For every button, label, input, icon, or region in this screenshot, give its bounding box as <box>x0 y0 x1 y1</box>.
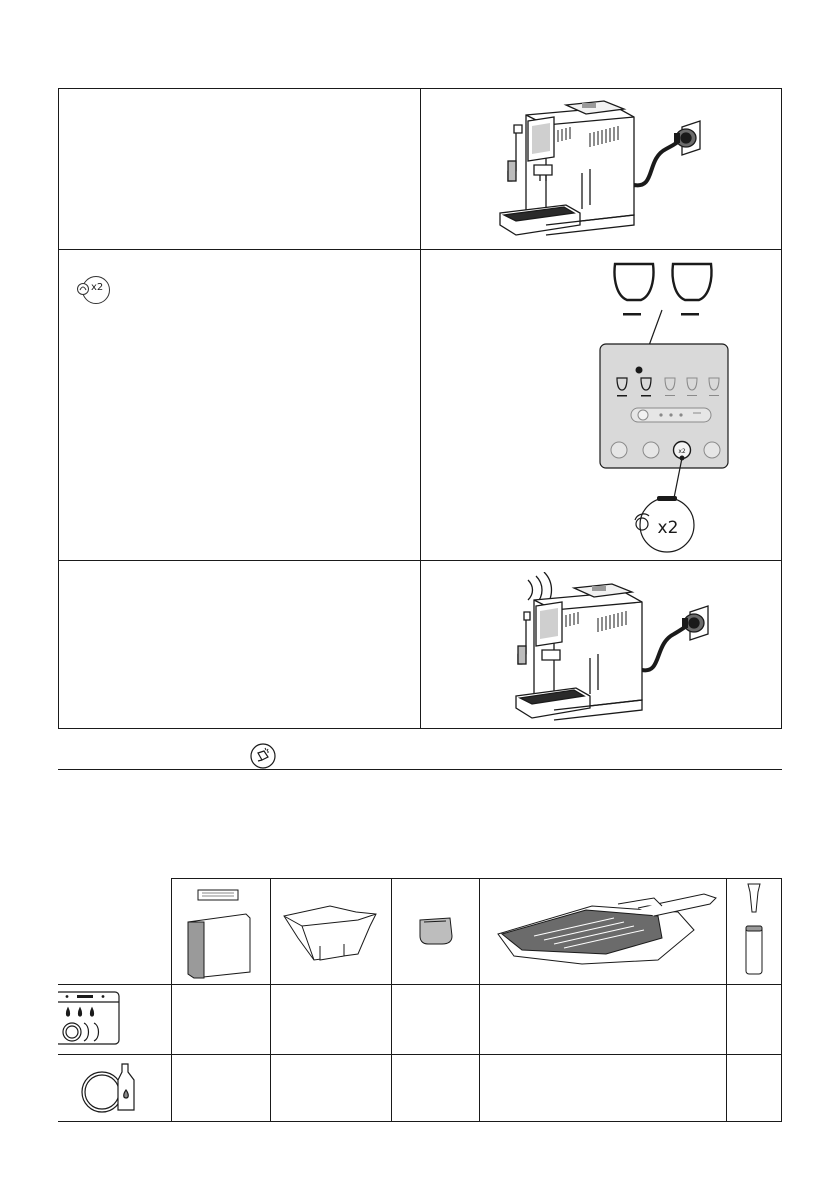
dishwasher-icon <box>58 992 119 1044</box>
grid-column-divider <box>420 88 421 729</box>
cleaning-icon <box>250 743 276 769</box>
grid-row-divider-2 <box>58 560 782 561</box>
brewing-tubes-icon <box>746 884 762 974</box>
single-cup-icon <box>615 264 654 300</box>
cleaning-table <box>58 878 782 1122</box>
control-panel-illustration <box>595 258 735 558</box>
section-divider <box>58 769 782 770</box>
double-cup-icon-label: x2 <box>91 282 104 293</box>
panel-small-label: x2 <box>678 448 686 455</box>
double-cup-icon <box>82 276 110 304</box>
coffee-grounds-container-icon <box>284 906 376 960</box>
cup-swirl-icon <box>76 282 90 296</box>
machine-ready-illustration <box>512 572 732 724</box>
machine-plugged-illustration <box>486 93 726 243</box>
panel-large-label: x2 <box>657 518 679 538</box>
grid-row-divider-1 <box>58 249 782 250</box>
drip-tray-icon <box>498 894 716 964</box>
water-tank-icon <box>188 890 250 978</box>
hand-wash-icon <box>82 1064 134 1112</box>
double-cup-top-icon <box>673 264 712 300</box>
milk-cup-icon <box>420 918 452 944</box>
